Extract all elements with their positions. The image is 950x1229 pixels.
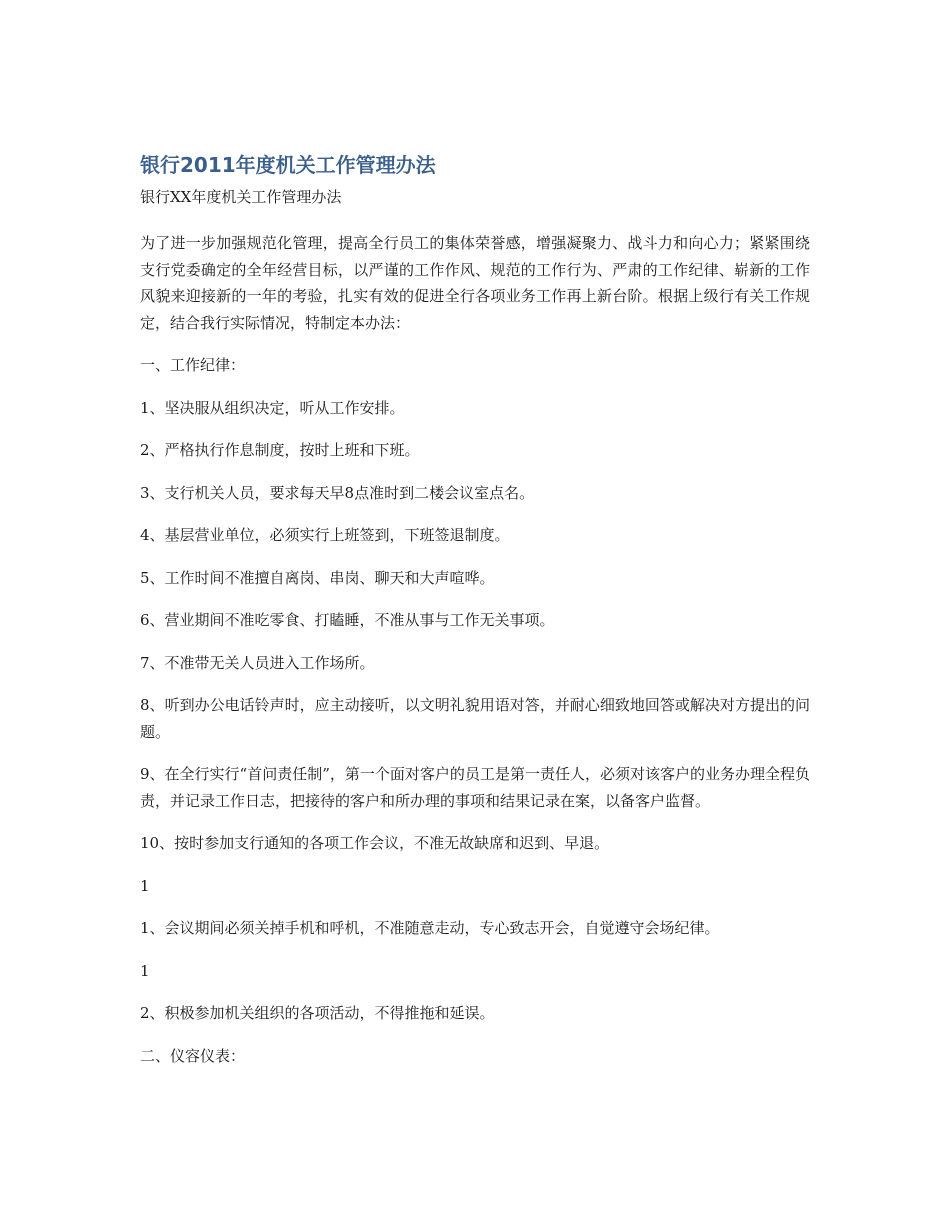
list-item: 2、积极参加机关组织的各项活动，不得推拖和延误。 [140, 1004, 495, 1022]
document-title: 银行2011年度机关工作管理办法 [140, 153, 436, 177]
list-item: 5、工作时间不准擅自离岗、串岗、聊天和大声喧哗。 [140, 568, 495, 587]
document-subtitle: 银行XX年度机关工作管理办法 [140, 188, 342, 206]
list-item: 9、在全行实行“首问责任制”，第一个面对客户的员工是第一责任人，必须对该客户的业务办理全程负责，并记录工作日志，把接待的客户和所办理的事项和结果记录在案，以备客户监督。 [140, 765, 810, 810]
stray-number: 1 [140, 876, 150, 895]
list-item: 7、不准带无关人员进入工作场所。 [140, 653, 375, 672]
list-item: 10、按时参加支行通知的各项工作会议，不准无故缺席和迟到、早退。 [140, 834, 610, 852]
section-heading-work-discipline: 一、工作纪律： [140, 356, 246, 374]
list-item: 1、坚决服从组织决定，听从工作安排。 [140, 398, 405, 417]
list-item: 3、支行机关人员，要求每天早8点准时到二楼会议室点名。 [140, 483, 535, 502]
stray-number: 1 [140, 961, 150, 980]
list-item: 1、会议期间必须关掉手机和呼机，不准随意走动，专心致志开会，自觉遵守会场纪律。 [140, 919, 720, 937]
intro-paragraph: 为了进一步加强规范化管理，提高全行员工的集体荣誉感，增强凝聚力、战斗力和向心力；紧紧围绕支行党委确定的全年经营目标，以严谨的工作作风、规范的工作行为、严肃的工作纪律、崭新的工作风貌来迎接新的一年的考验，扎实有效的促进全行各项业务工作再上新台阶。根据上级行有关工作规定，结合我行实际情况，特制定本办法： [140, 234, 810, 332]
list-item: 2、严格执行作息制度，按时上班和下班。 [140, 441, 420, 459]
list-item: 4、基层营业单位，必须实行上班签到，下班签退制度。 [140, 526, 510, 544]
section-heading-appearance: 二、仪容仪表： [140, 1046, 246, 1065]
list-item: 6、营业期间不准吃零食、打瞌睡，不准从事与工作无关事项。 [140, 611, 555, 629]
document-page [140, 150, 810, 1069]
list-item: 8、听到办公电话铃声时，应主动接听，以文明礼貌用语对答，并耐心细致地回答或解决对方提出的问题。 [140, 696, 810, 741]
